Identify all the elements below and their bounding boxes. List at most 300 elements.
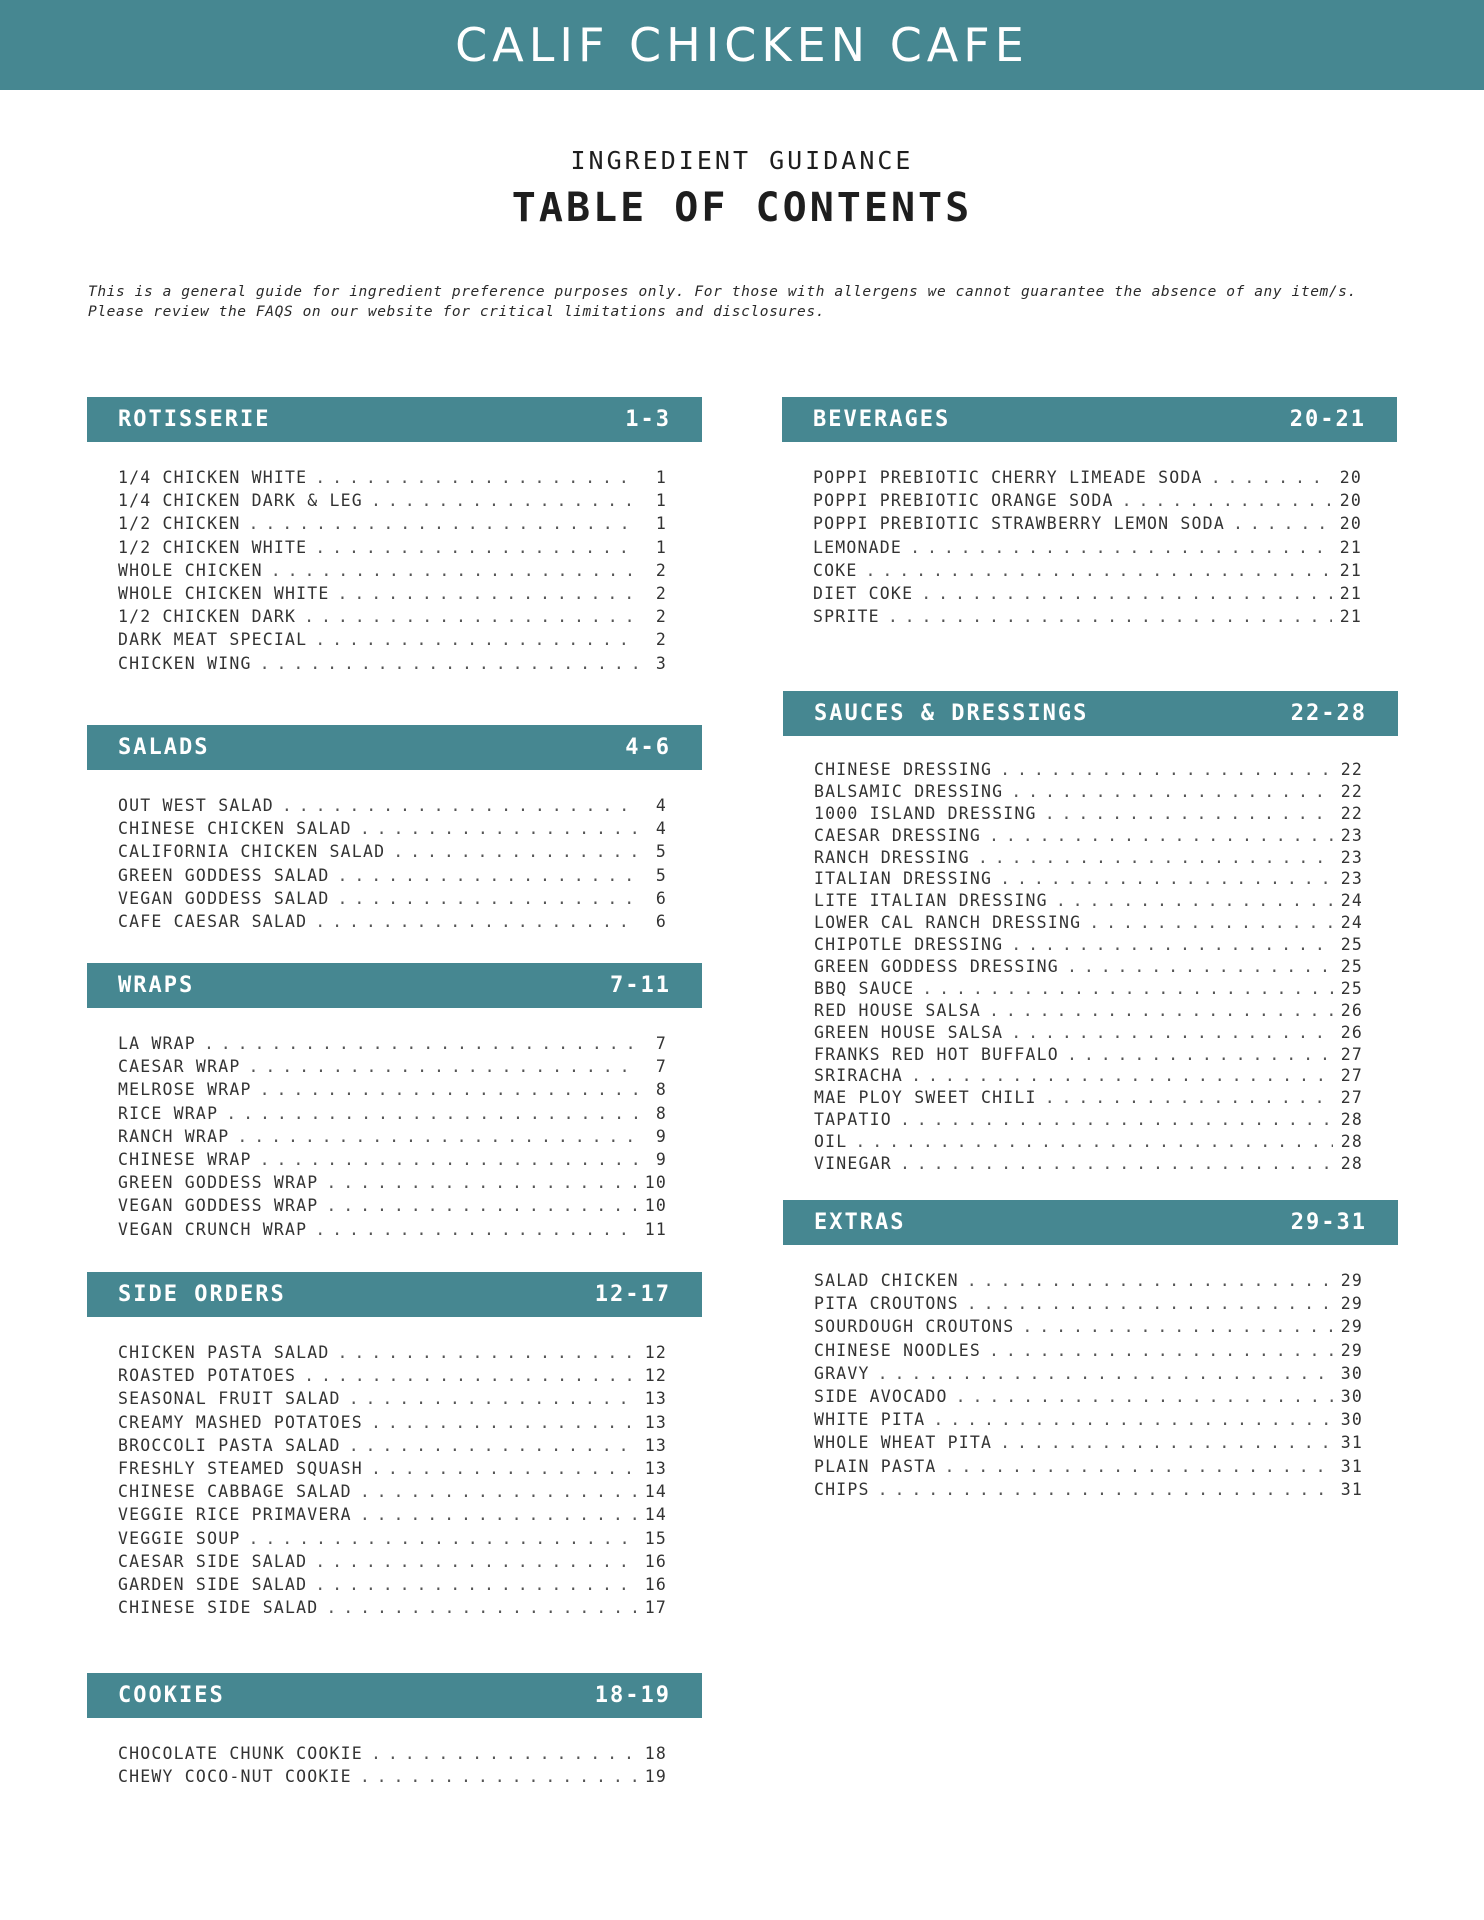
item-label: CHIPS [814, 1479, 870, 1499]
item-page-number: 27 [1340, 1088, 1363, 1108]
list-item [814, 1433, 1363, 1456]
list-item [118, 866, 667, 889]
item-list [782, 468, 1397, 630]
item-label: GARDEN SIDE SALAD [118, 1574, 308, 1594]
list-item [814, 1110, 1363, 1132]
item-page-number: 1 [655, 468, 667, 487]
list-item [118, 1343, 667, 1366]
list-item [118, 468, 667, 491]
item-page-number: 29 [1340, 1317, 1363, 1337]
item-list [87, 1744, 702, 1790]
dot-leader [989, 1341, 1333, 1360]
section-header [87, 725, 702, 770]
dot-leader [922, 979, 1333, 998]
item-page-number: 30 [1340, 1410, 1363, 1430]
section-name: COOKIES [118, 1683, 225, 1708]
item-page-number: 2 [655, 630, 667, 650]
item-page-number: 13 [644, 1435, 667, 1455]
item-page-number: 20 [1339, 491, 1362, 511]
item-label: BROCCOLI PASTA SALAD [118, 1435, 341, 1455]
list-item [814, 1023, 1363, 1045]
dot-leader [393, 842, 637, 861]
list-item [118, 819, 667, 842]
page-subtitle: INGREDIENT GUIDANCE [570, 146, 914, 175]
dot-leader [248, 514, 637, 533]
item-label: SEASONAL FRUIT SALAD [118, 1389, 341, 1409]
item-label: VEGGIE SOUP [118, 1528, 241, 1548]
dot-leader [921, 584, 1332, 603]
list-item [814, 869, 1363, 891]
list-item [118, 1196, 667, 1219]
list-item [118, 889, 667, 912]
item-page-number: 31 [1340, 1456, 1363, 1476]
list-item [814, 1317, 1363, 1340]
item-label: CHEWY COCO-NUT COOKIE [118, 1767, 352, 1787]
section-header [783, 1200, 1398, 1245]
item-page-number: 25 [1340, 957, 1363, 977]
item-label: POPPI PREBIOTIC ORANGE SODA [813, 491, 1114, 511]
list-item [118, 1767, 667, 1790]
list-item [118, 1173, 667, 1196]
list-item [118, 584, 667, 607]
item-label: FRANKS RED HOT BUFFALO [814, 1044, 1059, 1064]
item-label: BALSAMIC DRESSING [814, 781, 1004, 801]
section-page-range: 4-6 [625, 735, 671, 760]
item-label: WHOLE CHICKEN WHITE [118, 583, 330, 603]
item-label: SOURDOUGH CROUTONS [814, 1317, 1015, 1337]
list-item [813, 468, 1362, 491]
section-name: SAUCES & DRESSINGS [814, 701, 1089, 726]
list-item [118, 1366, 667, 1389]
item-page-number: 13 [644, 1458, 667, 1478]
section-wraps [87, 963, 702, 1243]
dot-leader [1056, 891, 1333, 910]
list-item [814, 1154, 1363, 1176]
item-label: WHOLE CHICKEN [118, 560, 263, 580]
list-item [814, 804, 1363, 826]
item-page-number: 27 [1340, 1066, 1363, 1086]
item-label: POPPI PREBIOTIC STRAWBERRY LEMON SODA [813, 514, 1225, 534]
item-page-number: 28 [1340, 1132, 1363, 1152]
item-page-number: 27 [1340, 1044, 1363, 1064]
item-label: SRIRACHA [814, 1066, 904, 1086]
dot-leader [349, 1436, 637, 1455]
item-list [87, 796, 702, 935]
list-item [814, 1341, 1363, 1364]
item-label: LOWER CAL RANCH DRESSING [814, 913, 1082, 933]
list-item [814, 1066, 1363, 1088]
item-label: PLAIN PASTA [814, 1456, 937, 1476]
dot-leader [282, 796, 637, 815]
item-page-number: 26 [1340, 1000, 1363, 1020]
item-label: COKE [813, 560, 858, 580]
dot-leader [878, 1480, 1333, 1499]
item-label: VINEGAR [814, 1154, 892, 1174]
item-page-number: 1 [655, 537, 667, 557]
section-header [783, 691, 1398, 736]
dot-leader [1000, 869, 1333, 888]
list-item [813, 561, 1362, 584]
section-name: SIDE ORDERS [118, 1282, 286, 1307]
item-page-number: 2 [655, 583, 667, 603]
item-page-number: 19 [644, 1767, 667, 1787]
dot-leader [967, 1294, 1333, 1313]
dot-leader [1067, 957, 1333, 976]
section-page-range: 7-11 [610, 973, 671, 998]
page-title: TABLE OF CONTENTS [511, 185, 973, 231]
item-label: CHINESE DRESSING [814, 760, 993, 779]
item-label: SPRITE [813, 607, 880, 627]
item-page-number: 20 [1339, 514, 1362, 534]
list-item [813, 538, 1362, 561]
item-list [87, 1343, 702, 1621]
list-item [814, 1457, 1363, 1480]
list-item [814, 1088, 1363, 1110]
item-label: DIET COKE [813, 583, 914, 603]
item-label: CHINESE SIDE SALAD [118, 1598, 319, 1618]
item-page-number: 13 [644, 1389, 667, 1409]
item-label: 1/2 CHICKEN [118, 514, 241, 534]
list-item [118, 912, 667, 935]
item-page-number: 25 [1340, 935, 1363, 955]
list-item [118, 842, 667, 865]
item-label: CHINESE NOODLES [814, 1340, 982, 1360]
item-page-number: 23 [1340, 869, 1363, 889]
section-rotisserie [87, 397, 702, 677]
disclaimer [88, 282, 1408, 322]
item-label: CHOCOLATE CHUNK COOKIE [118, 1744, 363, 1763]
section-page-range: 12-17 [594, 1282, 671, 1307]
dot-leader [304, 607, 637, 626]
dot-leader [315, 538, 637, 557]
list-item [118, 561, 667, 584]
list-item [814, 1045, 1363, 1067]
dot-leader [315, 1552, 637, 1571]
item-label: MELROSE WRAP [118, 1080, 252, 1100]
dot-leader [1067, 1045, 1333, 1064]
list-item [118, 1413, 667, 1436]
item-page-number: 21 [1339, 537, 1362, 557]
dot-leader [1000, 760, 1333, 779]
item-page-number: 5 [655, 865, 667, 885]
item-label: 1/2 CHICKEN DARK [118, 607, 297, 627]
item-page-number: 22 [1340, 760, 1363, 779]
list-item [814, 826, 1363, 848]
list-item [118, 1529, 667, 1552]
section-salads [87, 725, 702, 935]
list-item [118, 654, 667, 677]
item-label: FRESHLY STEAMED SQUASH [118, 1458, 363, 1478]
section-extras [783, 1200, 1398, 1503]
dot-leader [1011, 1023, 1333, 1042]
dot-leader [888, 607, 1332, 626]
list-item [813, 584, 1362, 607]
list-item [118, 1057, 667, 1080]
dot-leader [900, 1110, 1333, 1129]
item-label: 1000 ISLAND DRESSING [814, 803, 1037, 823]
item-label: SIDE AVOCADO [814, 1386, 948, 1406]
item-page-number: 7 [655, 1034, 667, 1053]
item-page-number: 31 [1340, 1479, 1363, 1499]
dot-leader [1122, 491, 1332, 510]
dot-leader [371, 1413, 637, 1432]
dot-leader [371, 1744, 637, 1763]
item-page-number: 26 [1340, 1022, 1363, 1042]
list-item [814, 1132, 1363, 1154]
item-page-number: 7 [655, 1057, 667, 1077]
dot-leader [989, 826, 1333, 845]
list-item [814, 782, 1363, 804]
list-item [814, 1294, 1363, 1317]
item-page-number: 1 [655, 514, 667, 534]
item-label: LA WRAP [118, 1034, 196, 1053]
item-page-number: 21 [1339, 560, 1362, 580]
item-page-number: 20 [1339, 468, 1362, 487]
item-page-number: 9 [655, 1126, 667, 1146]
item-label: MAE PLOY SWEET CHILI [814, 1088, 1037, 1108]
section-side-orders [87, 1272, 702, 1621]
dot-leader [1045, 804, 1333, 823]
item-page-number: 5 [655, 842, 667, 862]
item-label: TAPATIO [814, 1110, 892, 1130]
item-label: LEMONADE [813, 537, 903, 557]
section-beverages [782, 397, 1397, 630]
dot-leader [371, 1459, 637, 1478]
item-page-number: 14 [644, 1505, 667, 1525]
dot-leader [260, 1150, 637, 1169]
dot-leader [1045, 1088, 1333, 1107]
item-page-number: 24 [1340, 913, 1363, 933]
dot-leader [237, 1127, 637, 1146]
dot-leader [967, 1271, 1333, 1290]
item-label: WHITE PITA [814, 1410, 926, 1430]
dot-leader [878, 1364, 1333, 1383]
list-item [814, 913, 1363, 935]
item-label: GREEN GODDESS WRAP [118, 1173, 319, 1193]
list-item [118, 1104, 667, 1127]
item-label: VEGAN GODDESS SALAD [118, 888, 330, 908]
item-label: CREAMY MASHED POTATOES [118, 1412, 363, 1432]
item-page-number: 29 [1340, 1294, 1363, 1314]
item-label: PITA CROUTONS [814, 1294, 959, 1314]
list-item [118, 1034, 667, 1057]
item-label: 1/4 CHICKEN DARK & LEG [118, 491, 363, 511]
item-page-number: 4 [655, 796, 667, 815]
section-header [87, 1673, 702, 1718]
item-page-number: 2 [655, 607, 667, 627]
list-item [118, 1575, 667, 1598]
dot-leader [349, 1389, 637, 1408]
item-page-number: 11 [644, 1219, 667, 1239]
item-page-number: 28 [1340, 1154, 1363, 1174]
dot-leader [910, 538, 1332, 557]
section-page-range: 22-28 [1290, 701, 1367, 726]
dot-leader [944, 1457, 1333, 1476]
item-page-number: 22 [1340, 803, 1363, 823]
dot-leader [360, 1482, 637, 1501]
dot-leader [855, 1132, 1333, 1151]
item-label: CAESAR DRESSING [814, 825, 982, 845]
item-page-number: 30 [1340, 1386, 1363, 1406]
item-label: GREEN GODDESS SALAD [118, 865, 330, 885]
item-list [783, 760, 1398, 1176]
section-name: ROTISSERIE [118, 407, 271, 432]
item-label: POPPI PREBIOTIC CHERRY LIMEADE SODA [813, 468, 1203, 487]
dot-leader [315, 1575, 637, 1594]
section-page-range: 29-31 [1290, 1210, 1367, 1235]
item-label: RANCH DRESSING [814, 847, 970, 867]
item-page-number: 28 [1340, 1110, 1363, 1130]
item-label: OUT WEST SALAD [118, 796, 274, 815]
dot-leader [1011, 782, 1333, 801]
list-item [814, 760, 1363, 782]
section-name: BEVERAGES [813, 407, 951, 432]
dot-leader [978, 848, 1333, 867]
item-label: CHICKEN PASTA SALAD [118, 1343, 330, 1362]
item-label: LITE ITALIAN DRESSING [814, 891, 1048, 911]
item-label: CALIFORNIA CHICKEN SALAD [118, 842, 386, 862]
dot-leader [371, 491, 637, 510]
item-label: ROASTED POTATOES [118, 1366, 297, 1386]
item-label: CHIPOTLE DRESSING [814, 935, 1004, 955]
item-label: VEGAN CRUNCH WRAP [118, 1219, 308, 1239]
list-item [118, 1744, 667, 1767]
dot-leader [360, 1767, 637, 1786]
dot-leader [338, 866, 637, 885]
item-list [783, 1271, 1398, 1503]
item-label: OIL [814, 1132, 848, 1152]
list-item [814, 1387, 1363, 1410]
item-page-number: 1 [655, 491, 667, 511]
dot-leader [315, 468, 637, 487]
item-page-number: 13 [644, 1412, 667, 1432]
item-label: ITALIAN DRESSING [814, 869, 993, 889]
dot-leader [315, 912, 637, 931]
list-item [813, 607, 1362, 630]
dot-leader [1011, 935, 1333, 954]
item-page-number: 23 [1340, 847, 1363, 867]
dot-leader [360, 1505, 637, 1524]
item-page-number: 29 [1340, 1340, 1363, 1360]
dot-leader [1000, 1433, 1333, 1452]
dot-leader [326, 1598, 637, 1617]
dot-leader [360, 819, 637, 838]
list-item [118, 1459, 667, 1482]
item-page-number: 2 [655, 560, 667, 580]
item-label: CAFE CAESAR SALAD [118, 911, 308, 931]
item-label: CHINESE CHICKEN SALAD [118, 819, 352, 839]
dot-leader [866, 561, 1332, 580]
dot-leader [1233, 514, 1332, 533]
item-label: 1/2 CHICKEN WHITE [118, 537, 308, 557]
item-page-number: 12 [644, 1343, 667, 1362]
item-page-number: 17 [644, 1598, 667, 1618]
list-item [118, 607, 667, 630]
dot-leader [956, 1387, 1333, 1406]
list-item [118, 796, 667, 819]
item-list [87, 468, 702, 677]
dot-leader [271, 561, 637, 580]
list-item [118, 630, 667, 653]
list-item [118, 1436, 667, 1459]
list-item [118, 1482, 667, 1505]
list-item [118, 491, 667, 514]
item-page-number: 10 [644, 1173, 667, 1193]
list-item [814, 957, 1363, 979]
dot-leader [226, 1104, 637, 1123]
section-name: SALADS [118, 735, 210, 760]
item-label: CAESAR SIDE SALAD [118, 1551, 308, 1571]
dot-leader [260, 654, 637, 673]
item-label: RED HOUSE SALSA [814, 1000, 982, 1020]
dot-leader [338, 889, 637, 908]
item-label: VEGAN GODDESS WRAP [118, 1196, 319, 1216]
dot-leader [989, 1001, 1333, 1020]
item-label: GRAVY [814, 1363, 870, 1383]
dot-leader [304, 1366, 637, 1385]
item-label: CHICKEN WING [118, 653, 252, 673]
dot-leader [204, 1034, 637, 1053]
section-name: EXTRAS [814, 1210, 906, 1235]
item-page-number: 8 [655, 1103, 667, 1123]
dot-leader [911, 1066, 1333, 1085]
dot-leader [900, 1154, 1333, 1173]
section-header [87, 963, 702, 1008]
list-item [813, 514, 1362, 537]
item-page-number: 21 [1339, 607, 1362, 627]
item-label: RANCH WRAP [118, 1126, 230, 1146]
list-item [814, 1410, 1363, 1433]
item-label: GREEN HOUSE SALSA [814, 1022, 1004, 1042]
dot-leader [315, 630, 637, 649]
item-page-number: 3 [655, 653, 667, 673]
item-page-number: 31 [1340, 1433, 1363, 1453]
item-label: BBQ SAUCE [814, 978, 915, 998]
item-label: CAESAR WRAP [118, 1057, 241, 1077]
dot-leader [326, 1173, 637, 1192]
section-header [87, 1272, 702, 1317]
item-page-number: 21 [1339, 583, 1362, 603]
list-item [814, 848, 1363, 870]
item-label: CHINESE CABBAGE SALAD [118, 1482, 352, 1502]
item-page-number: 25 [1340, 978, 1363, 998]
item-label: VEGGIE RICE PRIMAVERA [118, 1505, 352, 1525]
dot-leader [338, 584, 637, 603]
item-page-number: 18 [644, 1744, 667, 1763]
section-header [782, 397, 1397, 442]
dot-leader [326, 1196, 637, 1215]
dot-leader [315, 1220, 637, 1239]
section-sauces-dressings [783, 691, 1398, 1176]
disclaimer-line: This is a general guide for ingredient preference purposes only. For those with allergens we cannot guarantee the absence of any item/s. [88, 284, 1357, 300]
dot-leader [933, 1410, 1333, 1429]
list-item [814, 935, 1363, 957]
item-page-number: 24 [1340, 891, 1363, 911]
list-item [118, 1080, 667, 1103]
section-page-range: 1-3 [625, 407, 671, 432]
section-name: WRAPS [118, 973, 195, 998]
item-page-number: 12 [644, 1366, 667, 1386]
dot-leader [1022, 1317, 1333, 1336]
item-page-number: 16 [644, 1551, 667, 1571]
section-header [87, 397, 702, 442]
list-item [814, 1364, 1363, 1387]
item-page-number: 6 [655, 911, 667, 931]
list-item [118, 1127, 667, 1150]
item-label: GREEN GODDESS DRESSING [814, 957, 1059, 977]
dot-leader [1089, 913, 1333, 932]
item-page-number: 14 [644, 1482, 667, 1502]
